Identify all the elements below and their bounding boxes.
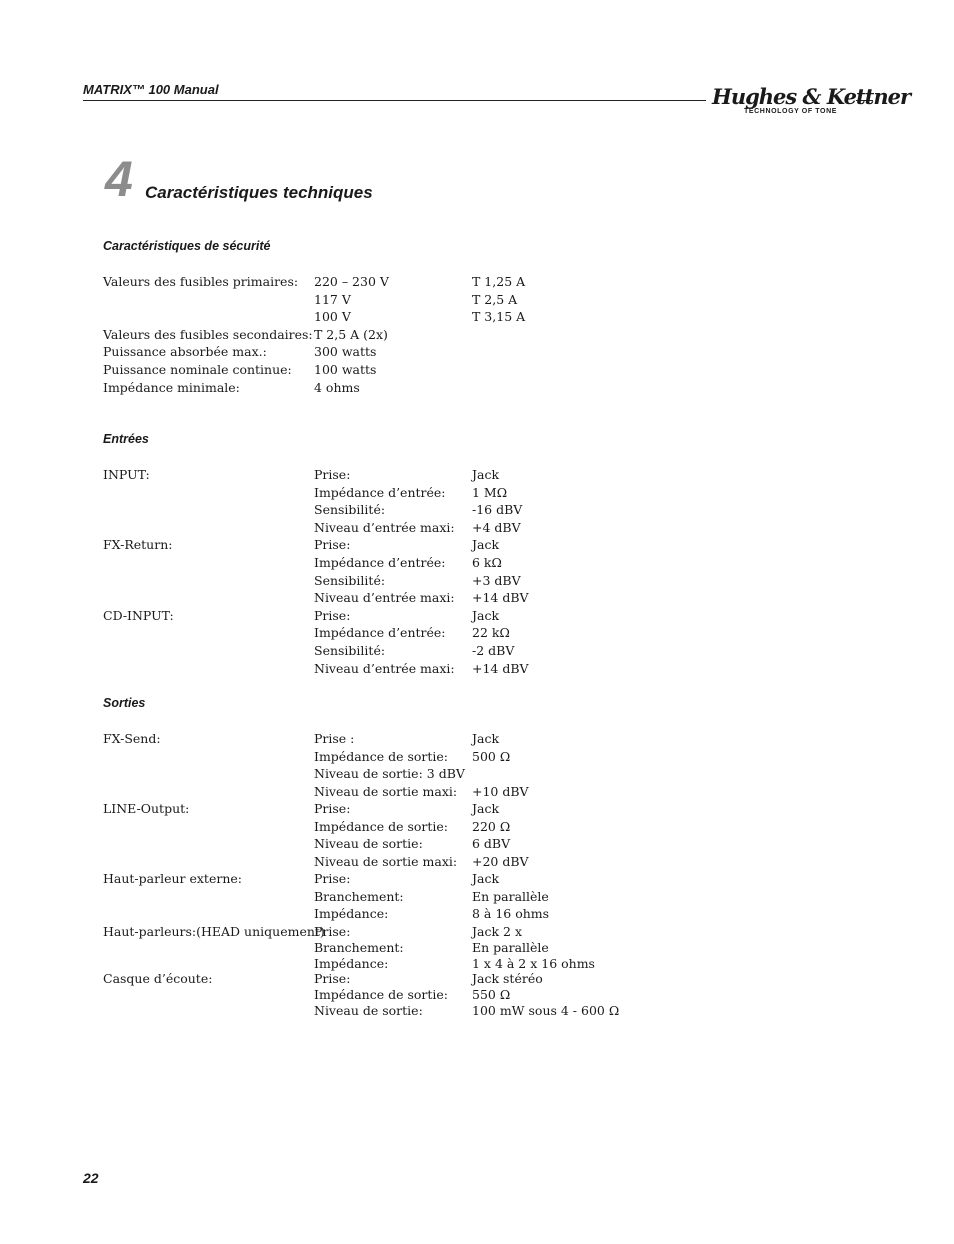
spec-value: +3 dBV xyxy=(472,572,521,588)
spec-parameter: Impédance: xyxy=(314,956,389,971)
spec-value: +14 dBV xyxy=(472,590,529,606)
spec-label: INPUT: xyxy=(103,467,150,482)
logo-tagline: TECHNOLOGY OF TONE xyxy=(744,108,837,115)
spec-row xyxy=(0,344,954,362)
spec-row xyxy=(0,766,954,784)
spec-value: En parallèle xyxy=(472,940,549,955)
spec-value: 1 MΩ xyxy=(472,484,508,500)
spec-row xyxy=(0,661,954,679)
spec-row xyxy=(0,731,954,749)
spec-parameter: 300 watts xyxy=(314,344,377,360)
logo-script: Hughes & Kettner xyxy=(712,84,911,109)
spec-value: 100 mW sous 4 - 600 Ω xyxy=(472,1003,620,1018)
spec-parameter: Impédance d’entrée: xyxy=(314,484,446,500)
section-heading: Entrées xyxy=(103,432,149,446)
spec-row xyxy=(0,555,954,573)
spec-parameter: T 2,5 A (2x) xyxy=(314,326,388,342)
spec-parameter: Prise: xyxy=(314,871,351,886)
spec-value: +20 dBV xyxy=(472,853,529,869)
spec-parameter: 220 – 230 V xyxy=(314,274,389,289)
spec-parameter: 4 ohms xyxy=(314,379,360,395)
spec-value: +14 dBV xyxy=(472,660,529,676)
spec-label: Haut-parleurs:(HEAD uniquement) xyxy=(103,924,325,939)
spec-label: FX-Return: xyxy=(103,537,173,553)
spec-label: CD-INPUT: xyxy=(103,607,174,623)
spec-value: 22 kΩ xyxy=(472,625,510,641)
spec-row xyxy=(0,625,954,643)
spec-value: En parallèle xyxy=(472,888,549,904)
spec-parameter: Niveau d’entrée maxi: xyxy=(314,660,455,676)
spec-value: +4 dBV xyxy=(472,519,521,535)
spec-label: Puissance absorbée max.: xyxy=(103,344,267,360)
section-heading: Sorties xyxy=(103,696,146,710)
spec-row xyxy=(0,749,954,767)
spec-value: T 2,5 A xyxy=(472,291,518,307)
brand-logo xyxy=(706,84,911,120)
spec-parameter: Sensibilité: xyxy=(314,502,386,518)
spec-label: Impédance minimale: xyxy=(103,379,240,395)
spec-row xyxy=(0,801,954,819)
spec-value: 8 à 16 ohms xyxy=(472,906,550,921)
spec-parameter: Prise: xyxy=(314,801,351,816)
spec-value: Jack xyxy=(472,607,500,623)
chapter-title: Caractéristiques techniques xyxy=(145,183,373,202)
spec-parameter: Prise: xyxy=(314,607,351,623)
spec-value: Jack xyxy=(472,801,500,816)
spec-value: 550 Ω xyxy=(472,987,511,1002)
spec-label: Puissance nominale continue: xyxy=(103,362,292,377)
spec-parameter: Branchement: xyxy=(314,940,404,955)
spec-value: +10 dBV xyxy=(472,783,529,799)
spec-row xyxy=(0,573,954,591)
spec-row xyxy=(0,871,954,889)
spec-parameter: Sensibilité: xyxy=(314,643,386,658)
spec-row xyxy=(0,485,954,503)
spec-parameter: 100 V xyxy=(314,309,351,325)
spec-parameter: Impédance de sortie: xyxy=(314,987,448,1002)
spec-value: 6 kΩ xyxy=(472,555,502,570)
spec-row xyxy=(0,502,954,520)
spec-parameter: Prise : xyxy=(314,731,355,746)
spec-row xyxy=(0,836,954,854)
spec-row xyxy=(0,590,954,608)
spec-parameter: Branchement: xyxy=(314,888,404,904)
section-heading: Caractéristiques de sécurité xyxy=(103,239,271,253)
spec-label: Valeurs des fusibles secondaires: xyxy=(103,326,313,342)
spec-value: T 1,25 A xyxy=(472,274,526,289)
spec-row xyxy=(0,380,954,398)
spec-row xyxy=(0,274,954,292)
spec-parameter: Niveau d’entrée maxi: xyxy=(314,519,455,535)
spec-value: 500 Ω xyxy=(472,748,511,764)
spec-value: Jack xyxy=(472,467,500,482)
spec-parameter: Niveau de sortie maxi: xyxy=(314,783,458,799)
spec-parameter: Impédance de sortie: xyxy=(314,748,448,764)
spec-parameter: Sensibilité: xyxy=(314,572,386,588)
spec-value: -16 dBV xyxy=(472,502,523,518)
spec-parameter: Prise: xyxy=(314,924,351,939)
spec-parameter: 100 watts xyxy=(314,362,377,377)
spec-parameter: Niveau de sortie: 3 dBV xyxy=(314,766,465,781)
spec-row xyxy=(0,608,954,626)
spec-parameter: Impédance d’entrée: xyxy=(314,625,446,641)
spec-value: 1 x 4 à 2 x 16 ohms xyxy=(472,956,595,971)
spec-row xyxy=(0,327,954,345)
spec-label: FX-Send: xyxy=(103,731,161,746)
spec-value: -2 dBV xyxy=(472,643,515,658)
spec-parameter: Prise: xyxy=(314,971,351,986)
spec-label: Haut-parleur externe: xyxy=(103,871,242,886)
spec-value: Jack 2 x xyxy=(472,924,522,939)
spec-value: 6 dBV xyxy=(472,836,511,851)
spec-value: Jack stéréo xyxy=(472,971,543,986)
spec-row xyxy=(0,1003,954,1021)
spec-parameter: Impédance de sortie: xyxy=(314,818,448,834)
spec-row xyxy=(0,537,954,555)
spec-parameter: Niveau de sortie maxi: xyxy=(314,853,458,869)
spec-row xyxy=(0,467,954,485)
spec-row xyxy=(0,906,954,924)
spec-row xyxy=(0,819,954,837)
spec-row xyxy=(0,889,954,907)
spec-value: Jack xyxy=(472,871,500,886)
spec-parameter: Impédance d’entrée: xyxy=(314,555,446,570)
spec-row xyxy=(0,854,954,872)
spec-value: T 3,15 A xyxy=(472,309,526,325)
spec-parameter: Niveau de sortie: xyxy=(314,836,423,851)
spec-value: Jack xyxy=(472,537,500,553)
spec-parameter: Niveau d’entrée maxi: xyxy=(314,590,455,606)
spec-value: Jack xyxy=(472,731,500,746)
spec-row xyxy=(0,784,954,802)
chapter-number: 4 xyxy=(105,151,133,207)
spec-row xyxy=(0,643,954,661)
spec-label: Casque d’écoute: xyxy=(103,971,213,986)
spec-row xyxy=(0,520,954,538)
spec-label: Valeurs des fusibles primaires: xyxy=(103,274,299,289)
spec-label: LINE-Output: xyxy=(103,801,190,816)
spec-value: 220 Ω xyxy=(472,818,511,834)
manual-title: MATRIX™ 100 Manual xyxy=(83,82,219,97)
spec-parameter: Impédance: xyxy=(314,906,389,921)
spec-parameter: Niveau de sortie: xyxy=(314,1003,423,1018)
spec-parameter: 117 V xyxy=(314,291,351,307)
spec-row xyxy=(0,362,954,380)
spec-parameter: Prise: xyxy=(314,467,351,482)
spec-row xyxy=(0,309,954,327)
page-number: 22 xyxy=(83,1170,99,1186)
spec-row xyxy=(0,292,954,310)
spec-parameter: Prise: xyxy=(314,537,351,553)
